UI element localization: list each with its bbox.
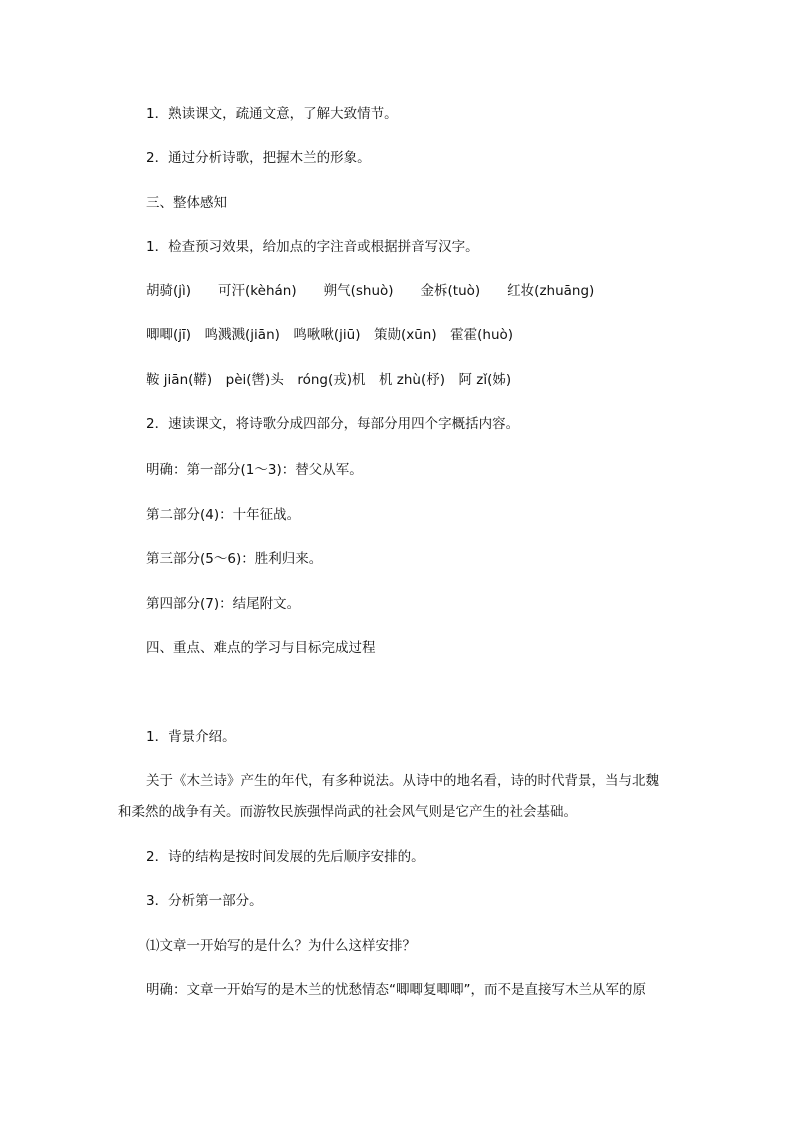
section-heading-key-points: 四、重点、难点的学习与目标完成过程 [146,640,376,656]
item-analyze-part-1: 3．分析第一部分。 [146,893,263,909]
answer-part-2: 第二部分(4)：十年征战。 [146,507,301,523]
question-1: ⑴文章一开始写的是什么？为什么这样安排？ [146,938,416,954]
section-heading-overview: 三、整体感知 [146,195,227,211]
task-divide-poem: 2．速读课文，将诗歌分成四部分，每部分用四个字概括内容。 [146,416,520,432]
pinyin-row-2: 唧唧(jī) 鸣溅溅(jiān) 鸣啾啾(jiū) 策勋(xūn) 霍霍(huò) [146,327,514,343]
pinyin-row-1: 胡骑(jì) 可汗(kèhán) 朔气(shuò) 金柝(tuò) 红妆(zhuāng) [146,283,595,299]
item-background: 1．背景介绍。 [146,729,236,745]
answer-part-4: 第四部分(7)：结尾附文。 [146,596,301,612]
objective-1: 1．熟读课文，疏通文意，了解大致情节。 [146,106,398,122]
background-paragraph-line-2: 和柔然的战争有关。而游牧民族强悍尚武的社会风气则是它产生的社会基础。 [118,804,577,820]
answer-part-1: 明确：第一部分(1～3)：替父从军。 [146,462,363,478]
pinyin-row-3: 鞍 jiān(鞯) pèi(辔)头 róng(戎)机 机 zhù(杼) 阿 zǐ(姊) [146,372,512,388]
background-paragraph-line-1: 关于《木兰诗》产生的年代，有多种说法。从诗中的地名看，诗的时代背景，当与北魏 [146,773,659,789]
task-preview-check: 1．检查预习效果，给加点的字注音或根据拼音写汉字。 [146,239,479,255]
answer-part-3: 第三部分(5～6)：胜利归来。 [146,551,323,567]
answer-question-1: 明确：文章一开始写的是木兰的忧愁情态“唧唧复唧唧”，而不是直接写木兰从军的原 [146,982,646,998]
objective-2: 2．通过分析诗歌，把握木兰的形象。 [146,150,371,166]
item-structure: 2．诗的结构是按时间发展的先后顺序安排的。 [146,849,425,865]
